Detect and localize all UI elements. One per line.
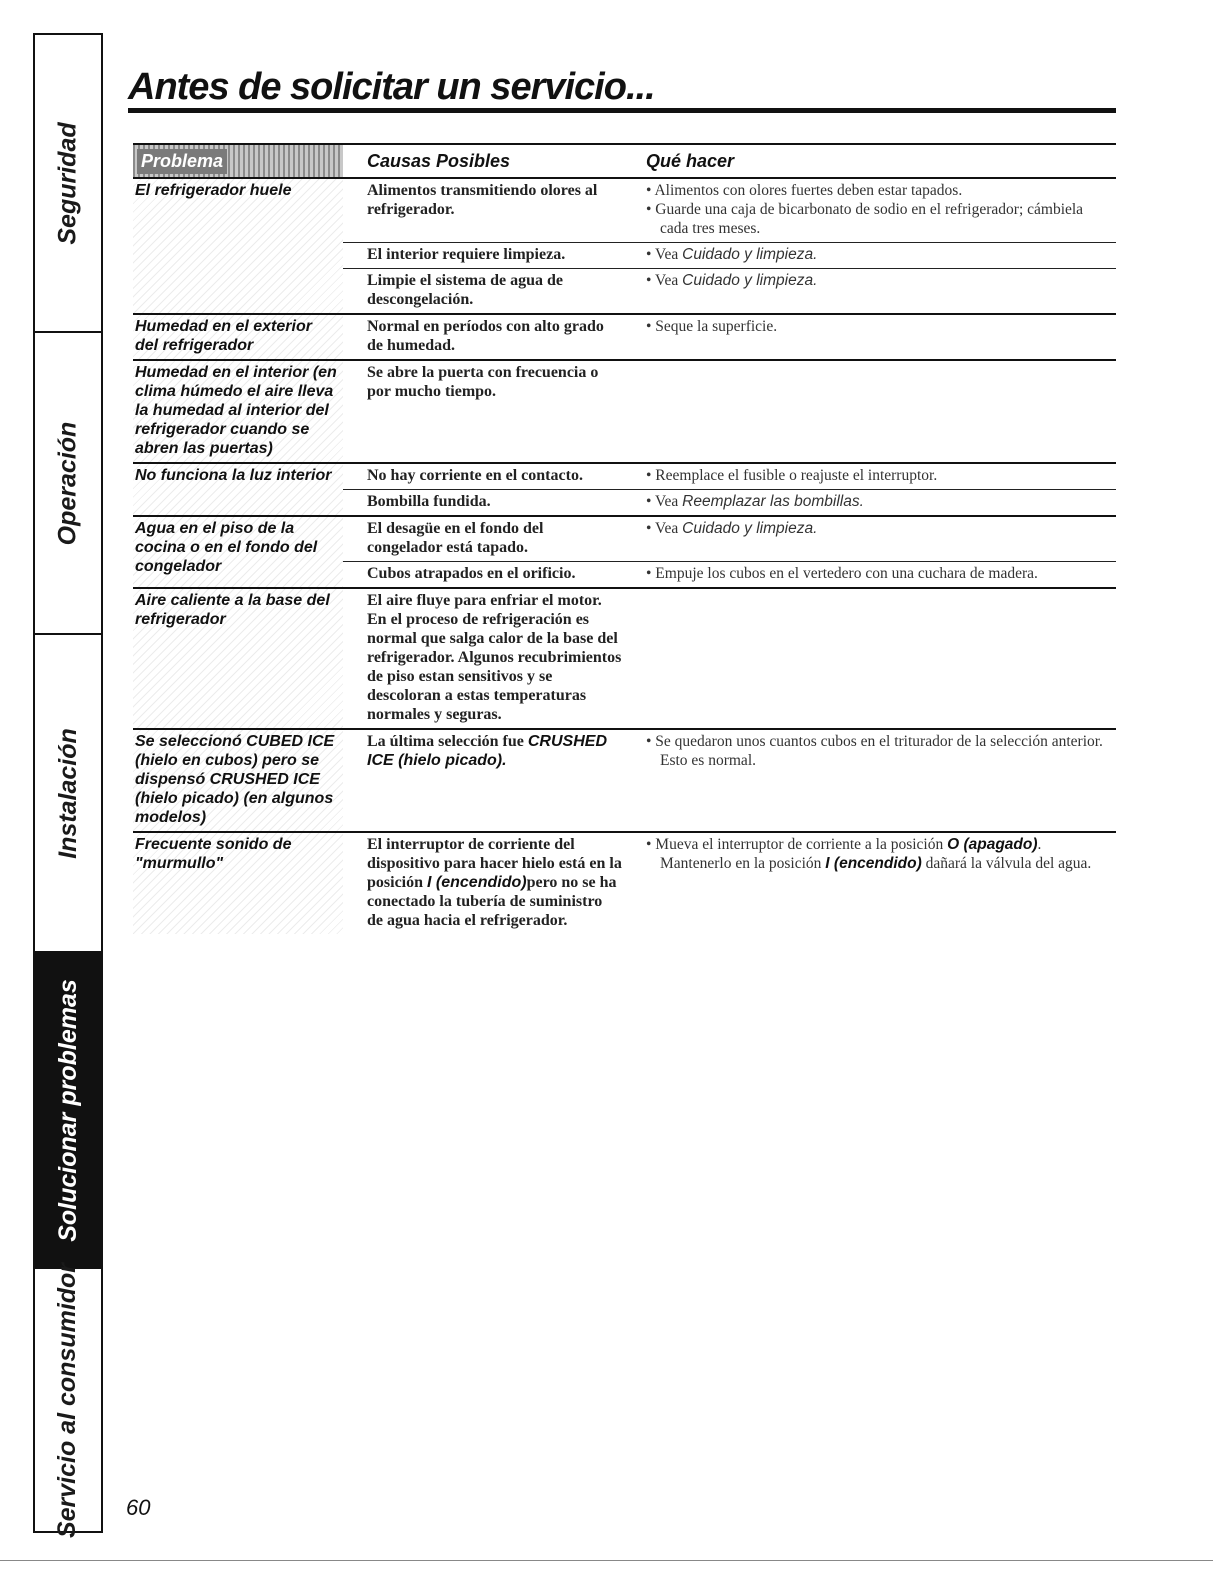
cause-cell: No hay corriente en el contacto. [367,467,583,484]
header-problem: Problema [137,149,227,174]
cause-cell: Se abre la puerta con frecuencia o por mucho tiempo. [367,364,599,400]
cause-cell: Cubos atrapados en el orificio. [367,565,576,582]
cause-text: El interruptor de corriente del dispositivo para hacer hielo está en la posición [367,836,622,891]
troubleshooting-table [133,143,1116,934]
cause-cell: Normal en períodos con alto grado de humedad. [367,318,604,354]
header-fix: Qué hacer [646,150,735,171]
fix-text: • Vea [646,520,683,537]
cause-cell: El aire fluye para enfriar el motor. En el proceso de refrigeración es normal que salga calor de la base del refrigerador. Algunos recubrimientos de piso estan sensitivos y se descoloran a estas temperaturas normales y seguras. [367,592,622,723]
fix-reference: Cuidado y limpieza. [682,246,818,263]
table-row [133,179,1116,315]
fix-text: dañará la válvula del agua. [921,855,1092,872]
fix-reference: Cuidado y limpieza. [682,272,818,289]
fix-text: • Mueva el interruptor de corriente a la posición [646,836,948,853]
fix-reference: Cuidado y limpieza. [682,520,818,537]
cause-cell [343,833,630,934]
bottom-rule [0,1560,1213,1561]
fix-item: • Se quedaron unos cuantos cubos en el triturador de la selección anterior. Esto es normal. [646,733,1103,769]
table-row [133,315,1116,361]
fix-cell [630,833,1116,934]
title-rule [128,108,1116,113]
fix-cell [630,361,1116,405]
cause-cell: Alimentos transmitiendo olores al refrigerador. [367,182,598,218]
problem-cell: Frecuente sonido de "murmullo" [133,833,343,934]
problem-cell: Se seleccionó CUBED ICE (hielo en cubos) pero se dispensó CRUSHED ICE (hielo picado) (en algunos modelos) [133,730,343,831]
table-header [133,143,1116,179]
fix-cell [630,562,1116,587]
fix-item: • Reemplace el fusible o reajuste el interruptor. [646,467,938,484]
table-row [133,730,1116,833]
fix-cell [630,315,1116,359]
fix-cell [630,490,1116,515]
cause-cell [343,730,630,774]
fix-cell [630,730,1116,774]
problem-cell: Aire caliente a la base del refrigerador [133,589,343,728]
fix-text: • Vea [646,272,683,289]
fix-cell [630,179,1116,242]
page-title: Antes de solicitar un servicio... [128,66,655,108]
section-tabs [33,33,103,1538]
problem-cell: Humedad en el exterior del refrigerador [133,315,343,359]
fix-item: • Alimentos con olores fuertes deben estar tapados. [646,182,963,199]
problem-cell: Humedad en el interior (en clima húmedo el aire lleva la humedad al interior del refrigerador cuando se abren las puertas) [133,361,343,462]
problem-cell: No funciona la luz interior [133,464,343,515]
fix-cell [630,517,1116,561]
table-row [133,361,1116,464]
cause-emphasis: CRUSHED ICE (hielo picado). [367,733,607,769]
fix-text: . Mantenerlo en la posición [660,836,1042,872]
cause-cell: Bombilla fundida. [367,493,491,510]
tab-instalacion[interactable]: Instalación [35,635,101,953]
cause-cell: El interior requiere limpieza. [367,246,566,263]
fix-cell [630,243,1116,268]
tab-operacion[interactable]: Operación [35,333,101,635]
tab-solucionar-problemas[interactable]: Solucionar problemas [35,953,101,1269]
problem-cell: Agua en el piso de la cocina o en el fondo del congelador [133,517,343,587]
fix-text: • Vea [646,246,683,263]
table-row [133,589,1116,730]
fix-item: • Guarde una caja de bicarbonato de sodio en el refrigerador; cámbiela cada tres meses. [646,201,1084,237]
problem-cell: El refrigerador huele [133,179,343,313]
cause-text: pero no se ha conectado la tubería de suministro de agua hacia el refrigerador. [367,874,617,929]
header-causes: Causas Posibles [367,150,511,171]
table-row [133,833,1116,934]
fix-cell [630,589,1116,728]
cause-emphasis: I (encendido) [427,874,527,891]
fix-text: • Vea [646,493,683,510]
tab-servicio-al-consumidor[interactable]: Servicio al consumidor [53,1262,82,1538]
fix-cell [630,269,1116,313]
fix-item: • Empuje los cubos en el vertedero con una cuchara de madera. [646,565,1038,582]
page-number: 60 [126,1495,151,1520]
fix-cell [630,464,1116,489]
cause-cell: El desagüe en el fondo del congelador está tapado. [367,520,544,556]
fix-emphasis: I (encendido) [825,855,922,872]
table-row [133,464,1116,517]
table-row [133,517,1116,589]
tab-seguridad[interactable]: Seguridad [35,35,101,333]
cause-text: La última selección fue [367,733,528,750]
cause-cell: Limpie el sistema de agua de descongelación. [367,272,563,308]
fix-reference: Reemplazar las bombillas. [682,493,864,510]
fix-emphasis: O (apagado) [947,836,1038,853]
fix-item: • Seque la superficie. [646,318,778,335]
